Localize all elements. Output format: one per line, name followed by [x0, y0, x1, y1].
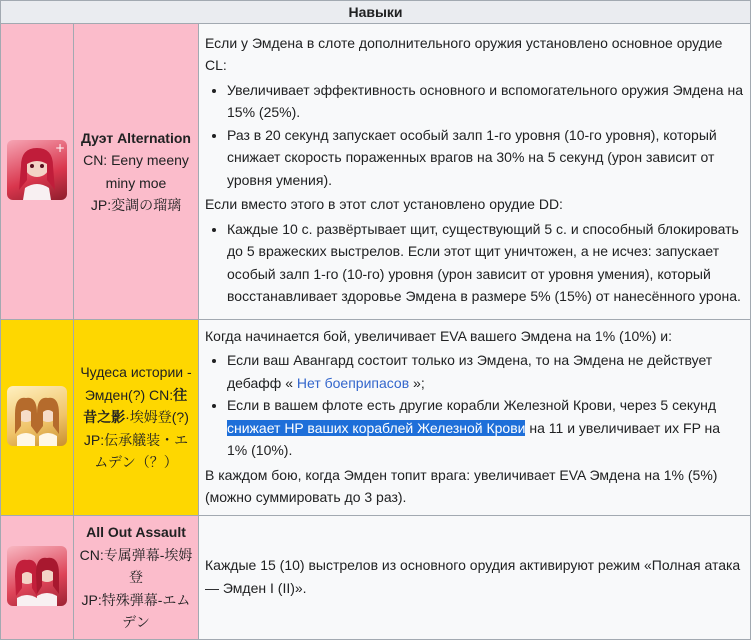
list-item-text: Если в вашем флоте есть другие корабли Железной Крови, через 5 секунд [227, 397, 717, 413]
list-item-text: »; [409, 374, 425, 391]
skill-icon-cell [1, 516, 74, 640]
skill-name-suffix: ·埃姆登(?) JP:伝承艤装・エムデン（？） [83, 409, 189, 471]
skill-row [1, 516, 751, 640]
list-item [227, 349, 744, 394]
list-item [227, 394, 744, 462]
skill-description [199, 516, 751, 640]
skill-name: All Out Assault [86, 524, 186, 541]
skill-name-cn: CN: Eeny meeny miny moe [83, 152, 189, 191]
skill-name: 往昔之影 [83, 386, 188, 426]
skill-description [199, 24, 751, 320]
skill-name-jp: JP:変調の瑠璃 [90, 197, 182, 213]
skill-description [199, 320, 751, 516]
twin-girls-gold-icon[interactable] [7, 386, 67, 446]
svg-text:+: + [55, 141, 66, 155]
skill-row [1, 320, 751, 516]
skill-intro: Когда начинается бой, увеличивает EVA вашего Эмдена на 1% (10%) и: [205, 327, 672, 344]
skill-name-cell [74, 516, 199, 640]
skill-name-prefix: Чудеса истории - Эмден(?) CN: [80, 364, 192, 403]
list-item: • Раз в 20 секунд запускает особый залп 1-го уровня (10-го уровня), который снижает скорость пораженных врагов на 30% на 5 секунд (урон зависит от уровня умения). [227, 124, 744, 192]
skill-outro: В каждом бою, когда Эмден топит врага: увеличивает EVA Эмдена на 1% (5%) (можно суммировать до 3 раз). [205, 466, 718, 505]
table-header: Навыки [1, 1, 751, 24]
selected-text[interactable]: снижает HP ваших кораблей Железной Крови [227, 419, 526, 436]
skill-name-jp: JP:特殊弾幕-エムデン [81, 591, 191, 631]
duo-girls-red-icon[interactable] [7, 546, 67, 606]
skill-name-cn: CN:专属弹幕-埃姆登 [79, 546, 193, 586]
skill-condition-cl: Если у Эмдена в слоте дополнительного оружия установлено основное орудие CL: [205, 34, 723, 73]
skill-icon-cell [1, 320, 74, 516]
list-item: • Увеличивает эффективность основного и вспомогательного оружия Эмдена на 15% (25%). [227, 79, 744, 124]
skill-name-cell [74, 24, 199, 320]
list-item: • Каждые 10 с. развёртывает щит, существующий 5 с. и способный блокировать до 5 вражеских выстрелов. Если этот щит уничтожен, а не исчез: запускает особый залп 1-го (10-го) уровня (урон зависит от уровня умения), который восстанавливает здоровье Эмдена в размере 5% (15%) от нанесённого урона. [227, 218, 744, 308]
skill-condition-dd: Если вместо этого в этот слот установлено орудие DD: [205, 196, 563, 212]
no-ammo-link[interactable]: Нет боеприпасов [296, 374, 410, 391]
bullet-list [205, 218, 744, 308]
bullet-list [205, 349, 744, 462]
list-item-text: Если ваш Авангард состоит только из Эмдена, то на Эмдена не действует дебафф « [227, 352, 713, 391]
bullet-list [205, 79, 744, 192]
skill-icon-cell [1, 24, 74, 320]
skill-name-cell [74, 320, 199, 516]
skill-name: Дуэт Alternation [81, 129, 191, 146]
skill-row [1, 24, 751, 320]
list-item-text: на 11 и увеличивает их FP на 1% (10%). [227, 419, 721, 458]
skill-text: Каждые 15 (10) выстрелов из основного орудия активируют режим «Полная атака — Эмден I (II)». [205, 557, 741, 596]
anime-girl-red-icon[interactable] [7, 140, 67, 200]
